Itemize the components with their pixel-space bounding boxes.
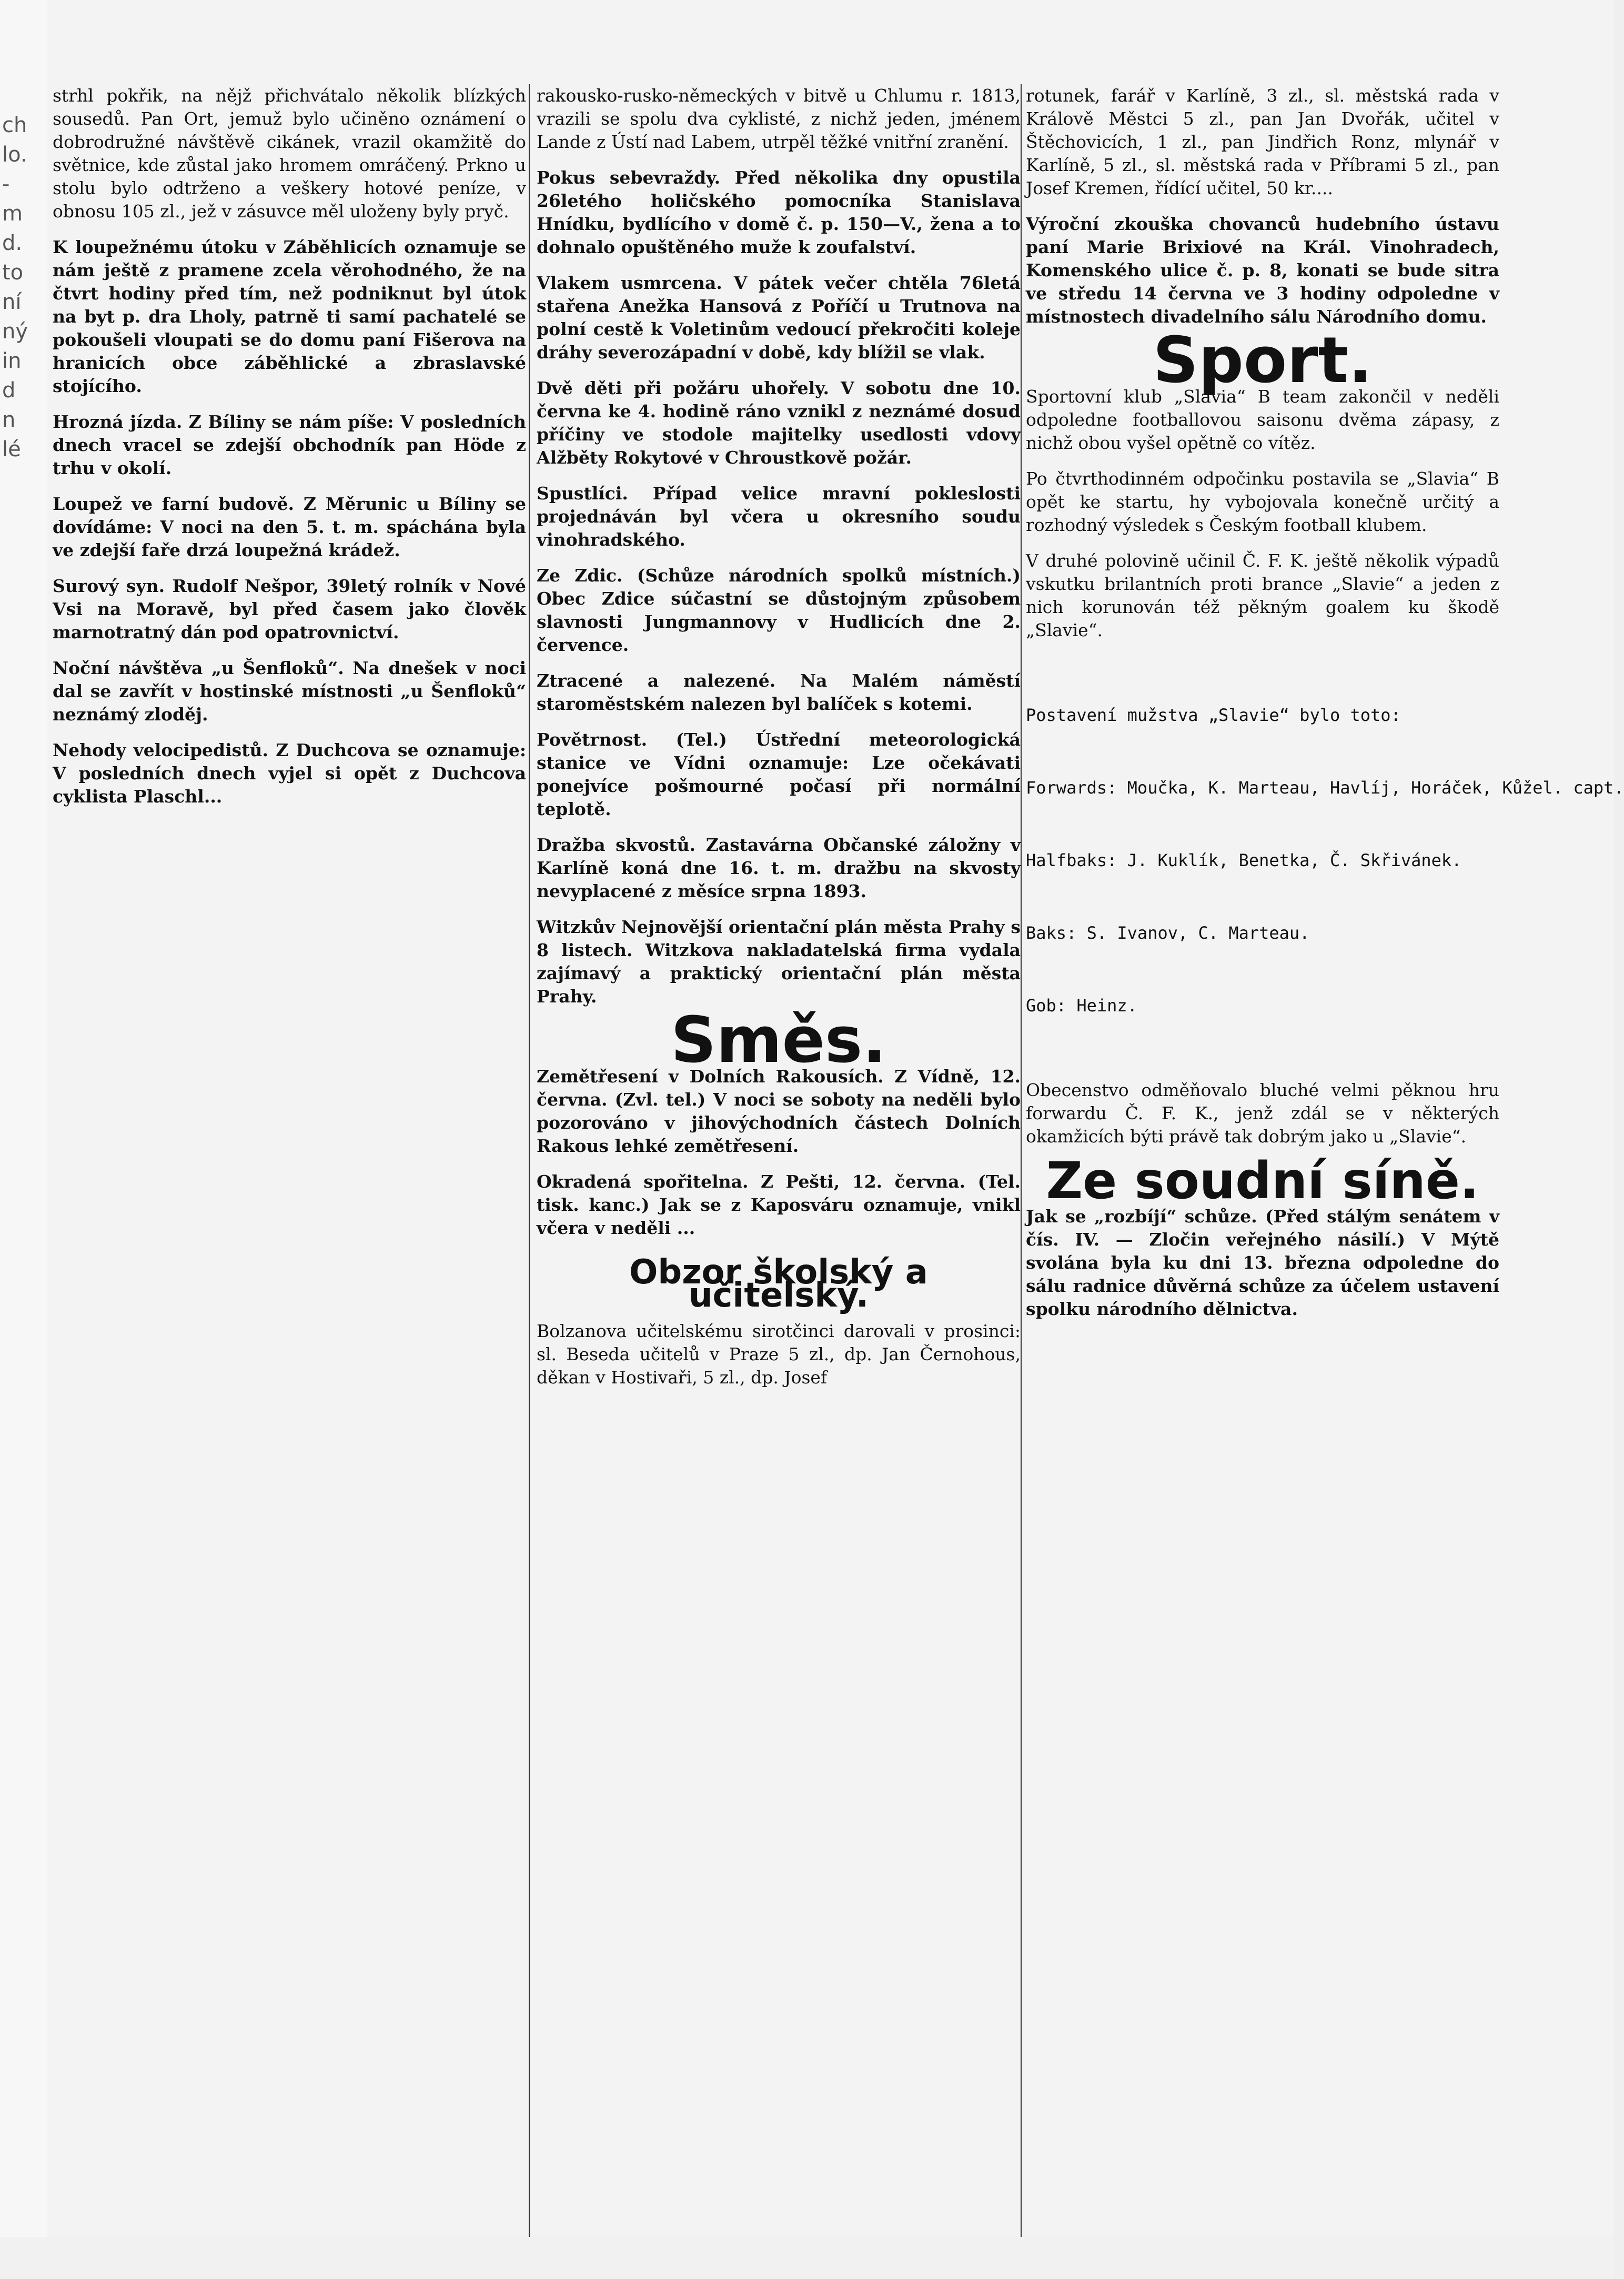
right-paragraph: Po čtvrthodinném odpočinku postavila se „Slavia“ B opět ke startu, hy vybojovala konečně určitý a rozhodný výsledek s Českým football klubem. (1026, 468, 1499, 535)
lineup-halfbacks: Halfbaks: J. Kuklík, Benetka, Č. Skřivánek. (1026, 850, 1462, 870)
left-paragraph: Loupež ve farní budově. Z Měrunic u Bíliny se dovídáme: V noci na den 5. t. m. spáchána byla ve zdejší faře drzá loupežná krádež. (53, 494, 526, 560)
left-paragraph: strhl pokřik, na nějž přichvátalo několik blízkých sousedů. Pan Ort, jemuž bylo učiněno oznámení o dobrodružné návštěvě cikánek, vrazil okamžitě do světnice, kde zůstal jako hromem omráčený. Prkno u stolu bylo odtrženo a veškery hotové peníze, v obnosu 105 zl., jež v zásuvce měl uloženy byly pryč. (53, 85, 526, 222)
column-left (53, 84, 526, 2263)
middle-paragraph: Bolzanova učitelskému sirotčinci darovali v prosinci: sl. Beseda učitelů v Praze 5 zl., dp. Jan Černohous, děkan v Hostivaři, 5 zl., dp. Josef (537, 1321, 1021, 1388)
middle-paragraph: Ze Zdic. (Schůze národních spolků místních.) Obec Zdice súčastní se důstojným způsobem slavnosti Jungmannovy v Hudlicích dne 2. července. (537, 565, 1021, 655)
section-heading-education: Obzor školský a učitelský. (629, 1253, 928, 1315)
middle-paragraph: Spustlíci. Případ velice mravní pokleslosti projednáván byl včera u okresního soudu vinohradského. (537, 483, 1021, 550)
lineup-title: Postavení mužstva „Slavie“ bylo toto: (1026, 705, 1401, 725)
section-heading-sport: Sport. (1153, 324, 1373, 397)
left-paragraph: Hrozná jízda. Z Bíliny se nám píše: V posledních dnech vracel se zdejší obchodník pan Höde z trhu v okolí. (53, 411, 526, 478)
middle-paragraph: Zemětřesení v Dolních Rakousích. Z Vídně, 12. června. (Zvl. tel.) V noci se soboty na neděli bylo pozorováno v jihovýchodních částech Dolních Rakous lehké zemětřesení. (537, 1066, 1021, 1156)
bottom-margin (0, 2237, 1614, 2279)
top-margin (0, 0, 1614, 79)
lineup-forwards: Forwards: Moučka, K. Marteau, Havlíj, Horáček, Kůžel. capt. (1026, 778, 1624, 798)
lineup-goal: Gob: Heinz. (1026, 996, 1137, 1016)
section-heading-mixed: Směs. (671, 1004, 886, 1077)
right-paragraph: Výroční zkouška chovanců hudebního ústavu paní Marie Brixiové na Král. Vinohradech, Komenského ulice č. p. 8, konati se bude sitra ve středu 14 června ve 3 hodiny odpoledne v místnostech divadelního sálu Národního domu. (1026, 214, 1499, 327)
middle-paragraph: Witzkův Nejnovější orientační plán města Prahy s 8 listech. Witzkova nakladatelská firma vydala zajímavý a praktický orientační plán města Prahy. (537, 917, 1021, 1007)
middle-paragraph: Pokus sebevraždy. Před několika dny opustila 26letého holičského pomocníka Stanislava Hnídku, bydlícího v domě č. p. 150—V., žena a to dohnalo opuštěného muže k zoufalství. (537, 167, 1021, 257)
right-paragraph: V druhé polovině učinil Č. F. K. ještě několik výpadů vskutku brilantních proti brance „Slavie“ a jeden z nich korunován též pěkným goalem ku škodě „Slavie“. (1026, 550, 1499, 640)
left-edge-scraps: ch lo. - m d. to ní ný in d n lé (2, 113, 28, 461)
middle-paragraph: Povětrnost. (Tel.) Ústřední meteorologická stanice ve Vídni oznamuje: Lze očekávati ponejvíce pošmourné počasí při normální teplotě. (537, 729, 1021, 819)
middle-paragraph: Ztracené a nalezené. Na Malém náměstí staroměstském nalezen byl balíček s kotemi. (537, 670, 1021, 714)
lineup-block (1026, 655, 1624, 1066)
middle-paragraph: Dvě děti při požáru uhořely. V sobotu dne 10. června ke 4. hodině ráno vznikl z neznámé dosud příčiny ve stodole majitelky usedlosti vdovy Alžběty Rokytové v Chroustkově požár. (537, 378, 1021, 468)
lineup-backs: Baks: S. Ivanov, C. Marteau. (1026, 923, 1310, 943)
right-paragraph: rotunek, farář v Karlíně, 3 zl., sl. městská rada v Králově Městci 5 zl., pan Jan Dvořák, učitel v Štěchovicích, 1 zl., pan Jindřich Ronz, mlynář v Karlíně, 5 zl., sl. městská rada v Příbrami 5 zl., pan Josef Kremen, řídící učitel, 50 kr.... (1026, 85, 1499, 198)
middle-paragraph: Dražba skvostů. Zastavárna Občanské záložny v Karlíně koná dne 16. t. m. dražbu na skvosty nevyplacené z měsíce srpna 1893. (537, 835, 1021, 901)
left-paragraph: Surový syn. Rudolf Nešpor, 39letý rolník v Nové Vsi na Moravě, byl před časem jako člověk marnotratný dán pod opatrovnictví. (53, 576, 526, 642)
section-heading-court: Ze soudní síně. (1046, 1151, 1479, 1210)
right-paragraph: Jak se „rozbíjí“ schůze. (Před stálým senátem v čís. IV. — Zločin veřejného násilí.) V Mýtě svolána byla ku dni 13. března odpoledne do sálu radnice důvěrná schůze za účelem ustavení spolku národního dělnictva. (1026, 1206, 1499, 1319)
column-middle (537, 84, 1021, 2263)
middle-paragraph: Vlakem usmrcena. V pátek večer chtěla 76letá stařena Anežka Hansová z Poříčí u Trutnova na polní cestě k Voletinům vedoucí překročiti koleje dráhy severozápadní v době, kdy blížil se vlak. (537, 273, 1021, 363)
left-paragraph: Nehody velocipedistů. Z Duchcova se oznamuje: V posledních dnech vyjel si opět z Duchcova cyklista Plaschl... (53, 740, 526, 807)
right-paragraph: Sportovní klub „Slavia“ B team zakončil v neděli odpoledne footballovou saisonu dvěma zápasy, z nichž obou vyšel opětně co vítěz. (1026, 386, 1499, 453)
column-right (1026, 84, 1624, 2263)
column-rule-2 (1021, 84, 1022, 2252)
right-paragraph: Obecenstvo odměňovalo bluché velmi pěknou hru forwardu Č. F. K., jenž zdál se v některých okamžicích býti právě tak dobrým jako u „Slavie“. (1026, 1080, 1499, 1147)
column-rule-1 (529, 84, 530, 2252)
left-paragraph: Noční návštěva „u Šenfloků“. Na dnešek v noci dal se zavřít v hostinské místnosti „u Šenfloků“ neznámý zloděj. (53, 658, 526, 725)
left-paragraph: K loupežnému útoku v Záběhlicích oznamuje se nám ještě z pramene zcela věrohodného, že na čtvrt hodiny před tím, než podniknut byl útok na byt p. dra Lholy, patrně ti samí pachatelé se pokoušeli vloupati se do domu paní Fišerova na hranicích obce záběhlické a zbraslavské stojícího. (53, 237, 526, 396)
middle-paragraph: Okradená spořitelna. Z Pešti, 12. června. (Tel. tisk. kanc.) Jak se z Kaposváru oznamuje, vnikl včera v neděli ... (537, 1171, 1021, 1238)
middle-paragraph: rakousko-rusko-německých v bitvě u Chlumu r. 1813, vrazili se spolu dva cyklisté, z nichž jeden, jménem Lande z Ústí nad Labem, utrpěl těžké vnitřní zranění. (537, 85, 1021, 152)
